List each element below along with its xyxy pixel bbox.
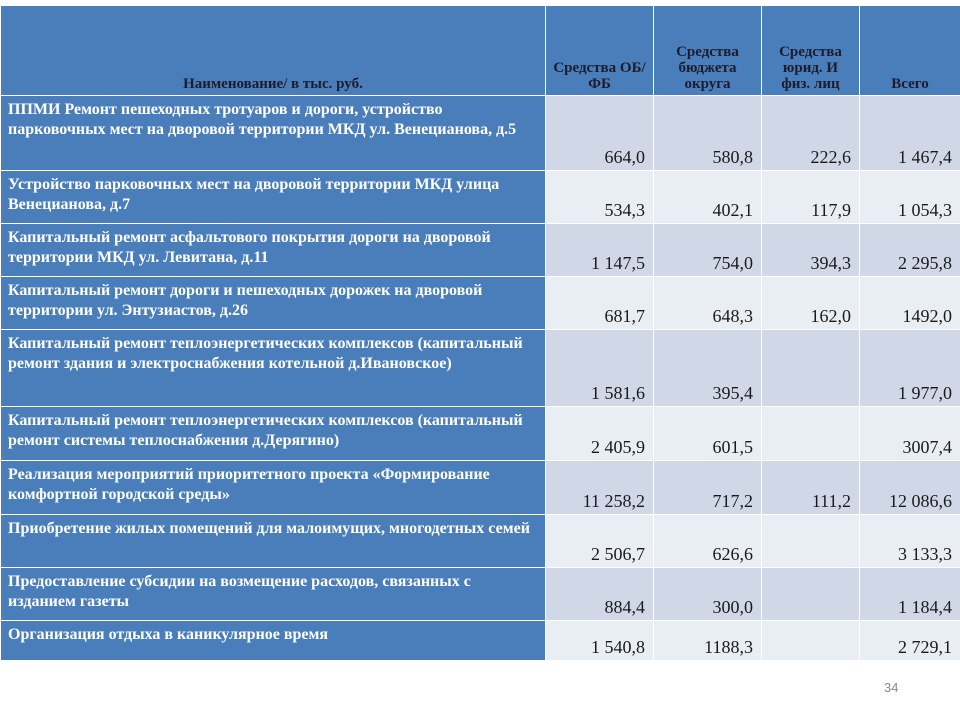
cell-ob-fb: 1 147,5 bbox=[546, 224, 654, 277]
cell-okrug: 754,0 bbox=[654, 224, 762, 277]
table-row bbox=[1, 277, 960, 330]
table-row bbox=[1, 621, 960, 661]
table-row bbox=[1, 515, 960, 568]
row-name: Капитальный ремонт теплоэнергетических комплексов (капитальный ремонт здания и электроснабжения котельной д.Ивановское) bbox=[1, 330, 546, 407]
cell-ob-fb: 664,0 bbox=[546, 96, 654, 171]
cell-ob-fb: 681,7 bbox=[546, 277, 654, 330]
header-row bbox=[1, 6, 960, 96]
slide-number: 34 bbox=[884, 680, 899, 695]
cell-legal bbox=[762, 515, 860, 568]
cell-ob-fb: 2 506,7 bbox=[546, 515, 654, 568]
table-row bbox=[1, 96, 960, 171]
table-row bbox=[1, 568, 960, 621]
cell-okrug: 1188,3 bbox=[654, 621, 762, 661]
cell-ob-fb: 11 258,2 bbox=[546, 461, 654, 515]
table-row bbox=[1, 461, 960, 515]
cell-total: 1 467,4 bbox=[860, 96, 960, 171]
table-row bbox=[1, 330, 960, 407]
header-okrug: Средства бюджета округа bbox=[654, 6, 762, 96]
cell-legal: 111,2 bbox=[762, 461, 860, 515]
cell-okrug: 601,5 bbox=[654, 407, 762, 461]
cell-okrug: 626,6 bbox=[654, 515, 762, 568]
cell-total: 1492,0 bbox=[860, 277, 960, 330]
cell-total: 2 729,1 bbox=[860, 621, 960, 661]
row-name: Капитальный ремонт асфальтового покрытия дороги на дворовой территории МКД ул. Левитана, д.11 bbox=[1, 224, 546, 277]
cell-ob-fb: 884,4 bbox=[546, 568, 654, 621]
cell-legal: 394,3 bbox=[762, 224, 860, 277]
row-name: Капитальный ремонт дороги и пешеходных дорожек на дворовой территории ул. Энтузиастов, д.26 bbox=[1, 277, 546, 330]
cell-legal: 162,0 bbox=[762, 277, 860, 330]
row-name: Предоставление субсидии на возмещение расходов, связанных с изданием газеты bbox=[1, 568, 546, 621]
cell-total: 3 133,3 bbox=[860, 515, 960, 568]
header-ob-fb: Средства ОБ/ФБ bbox=[546, 6, 654, 96]
row-name: Организация отдыха в каникулярное время bbox=[1, 621, 546, 661]
cell-okrug: 648,3 bbox=[654, 277, 762, 330]
row-name: Реализация мероприятий приоритетного проекта «Формирование комфортной городской среды» bbox=[1, 461, 546, 515]
cell-legal bbox=[762, 407, 860, 461]
cell-ob-fb: 534,3 bbox=[546, 171, 654, 224]
cell-okrug: 402,1 bbox=[654, 171, 762, 224]
header-legal: Средства юрид. И физ. лиц bbox=[762, 6, 860, 96]
cell-total: 1 184,4 bbox=[860, 568, 960, 621]
cell-legal: 117,9 bbox=[762, 171, 860, 224]
row-name: ППМИ Ремонт пешеходных тротуаров и дороги, устройство парковочных мест на дворовой территории МКД ул. Венецианова, д.5 bbox=[1, 96, 546, 171]
cell-ob-fb: 2 405,9 bbox=[546, 407, 654, 461]
row-name: Капитальный ремонт теплоэнергетических комплексов (капитальный ремонт системы теплоснабжения д.Дерягино) bbox=[1, 407, 546, 461]
cell-total: 1 977,0 bbox=[860, 330, 960, 407]
cell-total: 12 086,6 bbox=[860, 461, 960, 515]
cell-legal: 222,6 bbox=[762, 96, 860, 171]
cell-total: 2 295,8 bbox=[860, 224, 960, 277]
cell-total: 1 054,3 bbox=[860, 171, 960, 224]
cell-legal bbox=[762, 621, 860, 661]
cell-okrug: 717,2 bbox=[654, 461, 762, 515]
cell-okrug: 580,8 bbox=[654, 96, 762, 171]
budget-table bbox=[0, 5, 960, 661]
header-name: Наименование/ в тыс. руб. bbox=[1, 6, 546, 96]
cell-okrug: 395,4 bbox=[654, 330, 762, 407]
cell-ob-fb: 1 581,6 bbox=[546, 330, 654, 407]
table-row bbox=[1, 224, 960, 277]
header-total: Всего bbox=[860, 6, 960, 96]
table-row bbox=[1, 171, 960, 224]
cell-legal bbox=[762, 330, 860, 407]
cell-okrug: 300,0 bbox=[654, 568, 762, 621]
row-name: Устройство парковочных мест на дворовой территории МКД улица Венецианова, д.7 bbox=[1, 171, 546, 224]
cell-ob-fb: 1 540,8 bbox=[546, 621, 654, 661]
cell-total: 3007,4 bbox=[860, 407, 960, 461]
cell-legal bbox=[762, 568, 860, 621]
table-row bbox=[1, 407, 960, 461]
row-name: Приобретение жилых помещений для малоимущих, многодетных семей bbox=[1, 515, 546, 568]
